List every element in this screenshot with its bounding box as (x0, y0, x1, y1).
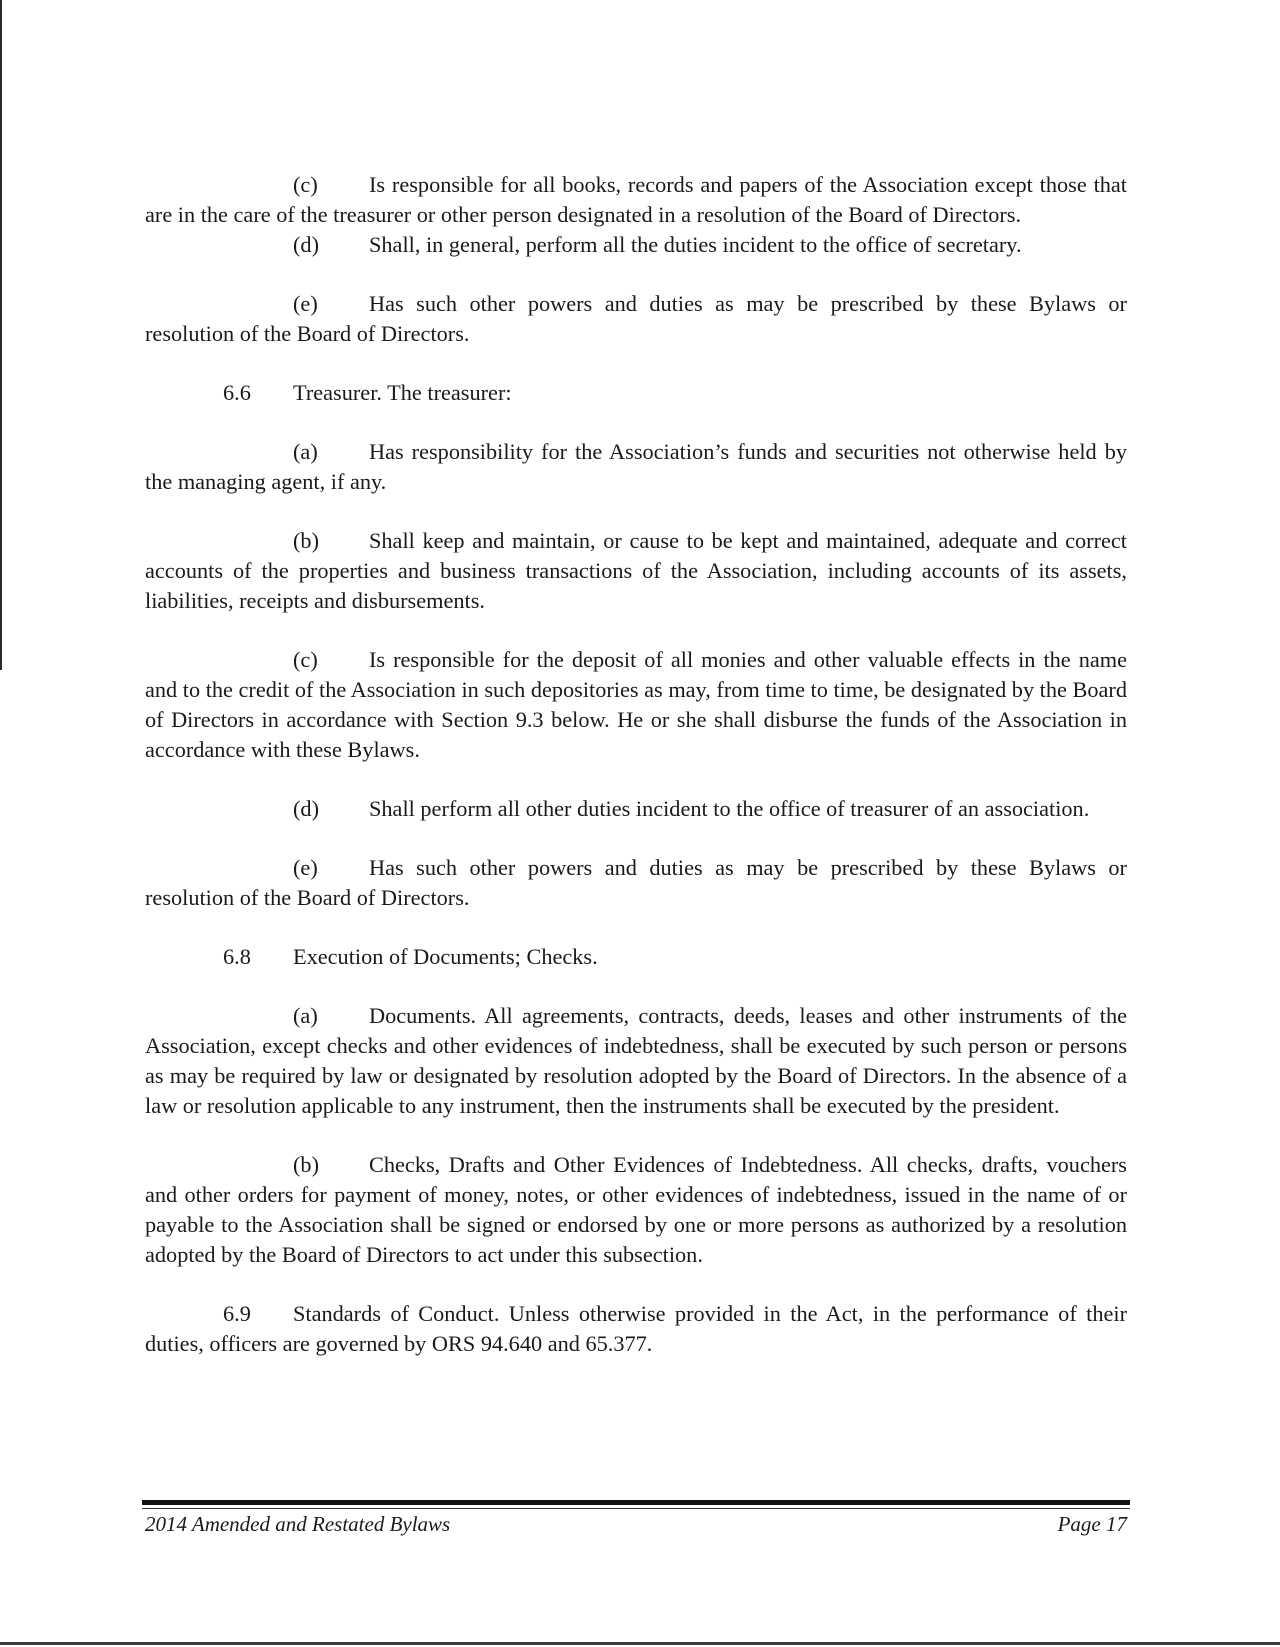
footer-rule-thick (142, 1500, 1130, 1505)
clause-marker: (e) (293, 855, 318, 880)
paragraph-treasurer-b (145, 526, 1127, 616)
page-footer (145, 1512, 1127, 1537)
clause-marker: (a) (293, 1003, 318, 1028)
paragraph-treasurer-c (145, 645, 1127, 765)
clause-marker: (c) (293, 172, 318, 197)
paragraph-secretary-e (145, 289, 1127, 349)
paragraph-execution-a (145, 1001, 1127, 1121)
section-heading-execution (145, 942, 1127, 972)
clause-marker: (b) (293, 528, 319, 553)
section-title: Treasurer. The treasurer: (293, 380, 512, 405)
clause-text: Shall, in general, perform all the duties incident to the office of secretary. (369, 232, 1022, 257)
clause-text: Documents. All agreements, contracts, deeds, leases and other instruments of the Association, except checks and other evidences of indebtedness, shall be executed by such person or persons as may be required by law or designated by resolution adopted by the Board of Directors. In the absence of a law or resolution applicable to any instrument, then the instruments shall be executed by the president. (145, 1003, 1127, 1118)
paragraph-treasurer-d (145, 794, 1127, 824)
paragraph-treasurer-a (145, 437, 1127, 497)
section-title: Execution of Documents; Checks. (293, 944, 598, 969)
clause-text: Is responsible for all books, records and papers of the Association except those that are in the care of the treasurer or other person designated in a resolution of the Board of Directors. (145, 172, 1127, 227)
footer-document-title: 2014 Amended and Restated Bylaws (145, 1512, 451, 1536)
section-number: 6.8 (223, 944, 251, 969)
paragraph-execution-b (145, 1150, 1127, 1270)
paragraph-secretary-c (145, 170, 1127, 230)
clause-text: Has such other powers and duties as may be prescribed by these Bylaws or resolution of the Board of Directors. (145, 291, 1127, 346)
clause-marker: (e) (293, 291, 318, 316)
section-number: 6.6 (223, 380, 251, 405)
clause-marker: (b) (293, 1152, 319, 1177)
clause-text: Has responsibility for the Association’s funds and securities not otherwise held by the managing agent, if any. (145, 439, 1127, 494)
clause-marker: (d) (293, 232, 319, 257)
clause-text: Checks, Drafts and Other Evidences of Indebtedness. All checks, drafts, vouchers and other orders for payment of money, notes, or other evidences of indebtedness, issued in the name of or payable to the Association shall be signed or endorsed by one or more persons as authorized by a resolution adopted by the Board of Directors to act under this subsection. (145, 1152, 1127, 1267)
footer-page-number: Page 17 (1057, 1512, 1127, 1536)
clause-text: Shall keep and maintain, or cause to be kept and maintained, adequate and correct accounts of the properties and business transactions of the Association, including accounts of its assets, liabilities, receipts and disbursements. (145, 528, 1127, 613)
document-body (145, 170, 1127, 1388)
section-text: Standards of Conduct. Unless otherwise provided in the Act, in the performance of their duties, officers are governed by ORS 94.640 and 65.377. (145, 1301, 1127, 1356)
paragraph-secretary-d (145, 230, 1127, 260)
scan-edge-bottom (0, 1642, 1280, 1645)
section-number: 6.9 (223, 1301, 251, 1326)
clause-marker: (a) (293, 439, 318, 464)
clause-marker: (c) (293, 647, 318, 672)
section-heading-treasurer (145, 378, 1127, 408)
paragraph-treasurer-e (145, 853, 1127, 913)
clause-marker: (d) (293, 796, 319, 821)
clause-text: Has such other powers and duties as may be prescribed by these Bylaws or resolution of the Board of Directors. (145, 855, 1127, 910)
clause-text: Is responsible for the deposit of all monies and other valuable effects in the name and to the credit of the Association in such depositories as may, from time to time, be designated by the Board of Directors in accordance with Section 9.3 below. He or she shall disburse the funds of the Association in accordance with these Bylaws. (145, 647, 1127, 762)
section-standards-of-conduct (145, 1299, 1127, 1359)
clause-text: Shall perform all other duties incident to the office of treasurer of an association. (369, 796, 1090, 821)
scan-edge-left (0, 0, 2, 670)
footer-rule-thin (142, 1508, 1130, 1509)
